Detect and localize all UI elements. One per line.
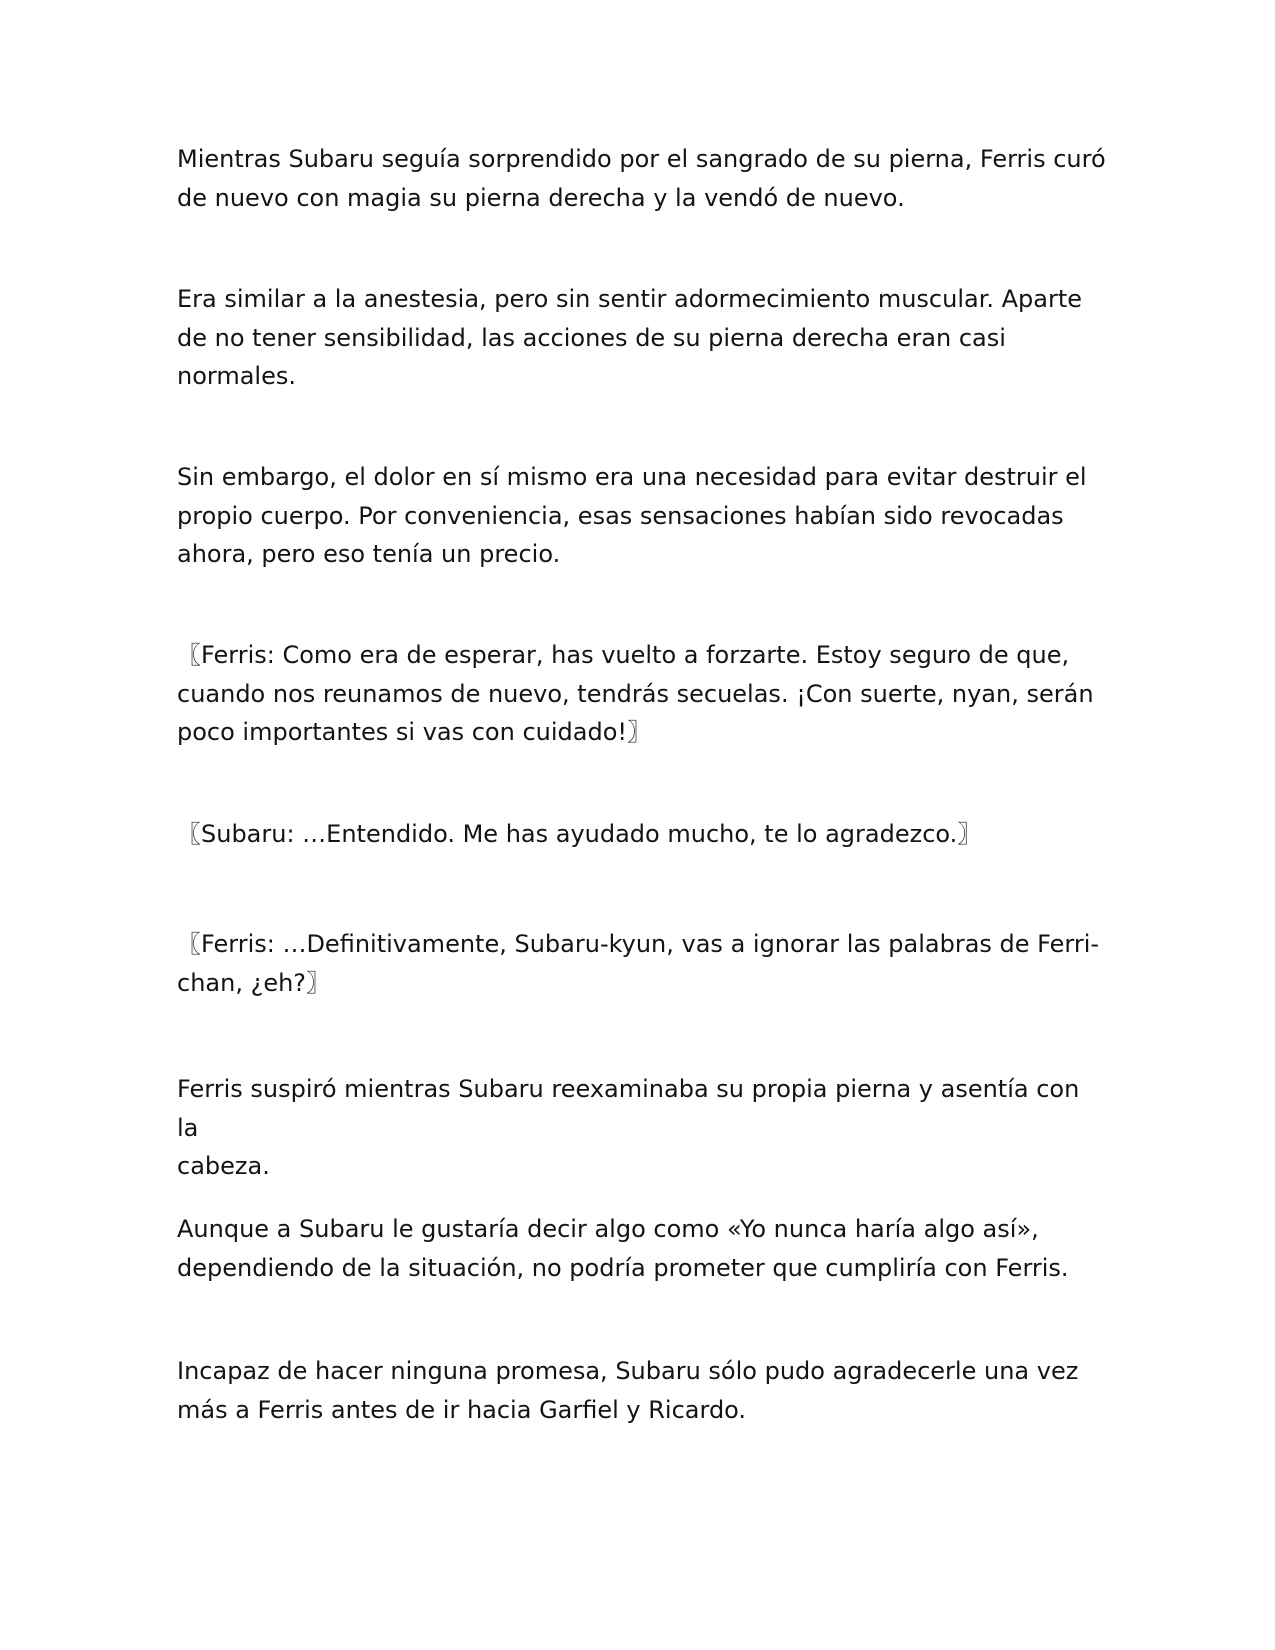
paragraph-3: Sin embargo, el dolor en sí mismo era una necesidad para evitar destruir el propio cuerpo. Por conveniencia, esas sensaciones habían sido revocadas ahora, pero eso tenía un precio. [177, 463, 1087, 568]
dialogue-subaru-1: 〖Subaru: …Entendido. Me has ayudado mucho, te lo agradezco.〗 [177, 820, 982, 848]
dialogue-ferris-2: 〖Ferris: …Definitivamente, Subaru-kyun, vas a ignorar las palabras de Ferri- chan, ¿eh?〗 [177, 930, 1100, 997]
paragraph-8: Aunque a Subaru le gustaría decir algo como «Yo nunca haría algo así», dependiendo de la situación, no podría prometer que cumpliría con Ferris. [177, 1215, 1069, 1282]
paragraph-7: Ferris suspiró mientras Subaru reexaminaba su propia pierna y asentía con la cabeza. [177, 1075, 1080, 1180]
paragraph-1: Mientras Subaru seguía sorprendido por el sangrado de su pierna, Ferris curó de nuevo con magia su pierna derecha y la vendó de nuevo. [177, 145, 1106, 212]
paragraph-2: Era similar a la anestesia, pero sin sentir adormecimiento muscular. Aparte de no tener sensibilidad, las acciones de su pierna derecha eran casi normales. [177, 285, 1083, 390]
dialogue-ferris-1: 〖Ferris: Como era de esperar, has vuelto a forzarte. Estoy seguro de que, cuando nos reunamos de nuevo, tendrás secuelas. ¡Con suerte, nyan, serán poco importantes si vas con cuidado!〗 [177, 641, 1094, 746]
paragraph-9: Incapaz de hacer ninguna promesa, Subaru sólo pudo agradecerle una vez más a Ferris antes de ir hacia Garfiel y Ricardo. [177, 1357, 1079, 1424]
